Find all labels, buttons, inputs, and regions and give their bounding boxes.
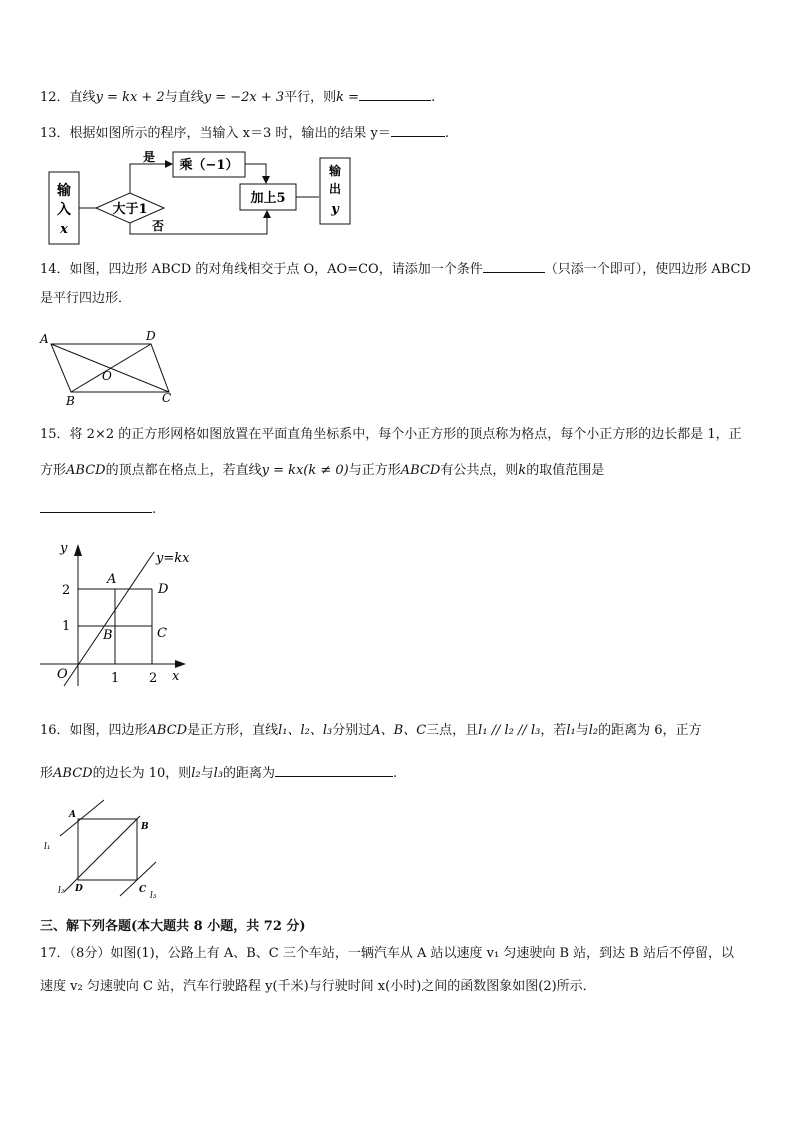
question-13: 13．根据如图所示的程序，当输入 x＝3 时，输出的结果 y＝ . [40, 126, 450, 141]
label-d: D [146, 329, 156, 343]
multiply-label: 乘（−1） [179, 158, 239, 173]
label-c: C [157, 626, 167, 641]
yes-label: 是 [143, 150, 156, 164]
label-o: O [102, 369, 112, 383]
label-l1: l₁ [44, 842, 51, 852]
diagonal-ac [51, 344, 169, 392]
section-3-heading: 三、解下列各题(本大题共 8 小题，共 72 分) [40, 919, 306, 934]
coordinate-grid-figure [36, 536, 196, 688]
answer-blank[interactable] [275, 764, 393, 777]
label-d: D [75, 884, 83, 894]
question-17-line-2: 速度 v₂ 匀速驶向 C 站，汽车行驶路程 y(千米)与行驶时间 x(小时)之间的函数图象如图(2)所示． [40, 979, 596, 994]
parallelogram-figure [38, 326, 188, 408]
question-14-line-2: 是平行四边形． [40, 291, 132, 306]
label-y-axis: y [60, 541, 68, 556]
question-17-line-1: 17．（8分）如图(1)，公路上有 A、B、C 三个车站，一辆汽车从 A 站以速度 v₁ 匀速驶向 B 站，到达 B 站后不停留，以 [40, 946, 734, 961]
answer-blank[interactable] [359, 88, 431, 101]
add-label: 加上5 [250, 191, 286, 206]
label-c: C [139, 885, 147, 895]
tick-x-1: 1 [111, 671, 120, 686]
condition-label: 大于1 [112, 202, 148, 217]
answer-blank[interactable] [391, 124, 445, 137]
input-char-1: 输 [57, 183, 71, 199]
label-b: B [103, 628, 113, 643]
answer-blank[interactable] [40, 500, 152, 513]
diagonal-bd [71, 344, 151, 392]
label-l3: l₃ [150, 891, 157, 900]
tick-y-1: 1 [62, 619, 71, 634]
label-a: A [107, 572, 117, 587]
label-a: A [69, 810, 76, 820]
label-c: C [162, 391, 172, 405]
tick-y-2: 2 [62, 583, 71, 598]
output-char-2: 出 [328, 182, 342, 196]
question-16-line-2: 形ABCD的边长为 10，则l₂与l₃的距离为 . [40, 766, 398, 781]
label-l2: l₂ [58, 886, 65, 896]
label-line: y=kx [156, 551, 190, 566]
question-15-line-3: . [40, 500, 156, 519]
input-char-3: x [60, 222, 68, 237]
question-14-line-1: 14．如图，四边形 ABCD 的对角线相交于点 O，AO=CO，请添加一个条件 （只添一个即可），使四边形 ABCD [40, 262, 751, 277]
output-char-3: y [331, 202, 339, 217]
flowchart-figure [40, 150, 370, 248]
line-l1 [60, 800, 104, 836]
question-15-line-1: 15．将 2×2 的正方形网格如图放置在平面直角坐标系中，每个小正方形的顶点称为格点，每个小正方形的边长都是 1，正 [40, 427, 742, 442]
label-d: D [158, 582, 169, 597]
question-15-line-2: 方形ABCD的顶点都在格点上，若直线y = kx(k ≠ 0)与正方形ABCD有公共点，则k的取值范围是 [40, 463, 605, 478]
input-char-2: 入 [57, 202, 71, 218]
tick-x-2: 2 [149, 671, 158, 686]
label-b: B [66, 394, 75, 408]
answer-blank[interactable] [483, 260, 545, 273]
output-char-1: 输 [328, 164, 342, 178]
square-parallel-lines-figure [38, 796, 168, 900]
line-l2 [64, 816, 140, 892]
label-b: B [141, 822, 149, 832]
label-x-axis: x [172, 669, 180, 684]
label-origin: O [57, 667, 68, 682]
question-16-line-1: 16．如图，四边形ABCD是正方形，直线l₁、l₂、l₃分别过A、B、C三点，且l₁ // l₂ // l₃，若l₁与l₂的距离为 6，正方 [40, 723, 702, 738]
label-a: A [40, 332, 49, 346]
no-label: 否 [152, 219, 165, 233]
question-12: 12．直线y = kx + 2与直线y = −2x + 3平行，则k = . [40, 90, 436, 105]
